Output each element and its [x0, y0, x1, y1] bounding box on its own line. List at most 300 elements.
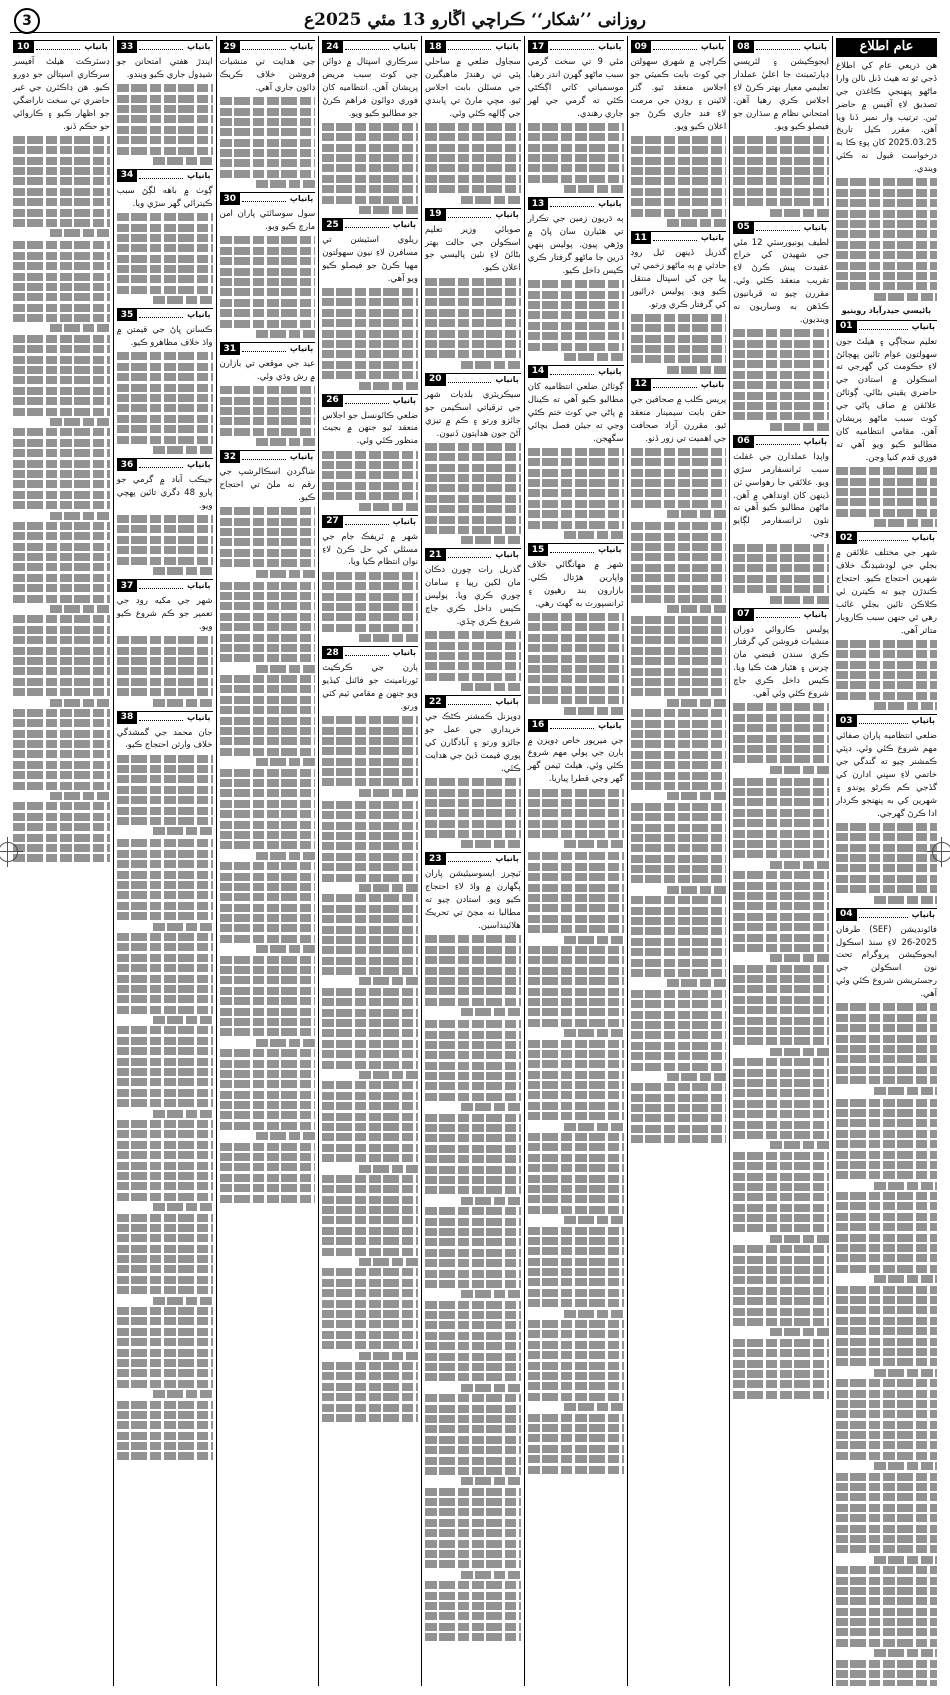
text-line	[836, 1151, 937, 1159]
text-line	[220, 278, 316, 286]
text-line	[425, 144, 521, 152]
news-item-header	[117, 458, 213, 471]
text-line	[117, 1338, 213, 1346]
text-line	[733, 585, 829, 593]
news-item-label: ٻانياپ	[187, 170, 211, 180]
text-line	[770, 423, 829, 431]
text-line	[528, 977, 624, 985]
text-line	[836, 833, 937, 841]
news-item-header	[528, 197, 624, 210]
text-line	[528, 925, 624, 933]
dotted-rule	[448, 853, 492, 862]
text-line	[528, 1372, 624, 1380]
text-line	[836, 650, 937, 658]
news-item-text: ڳوٺ ۾ باهه لڳڻ سبب ڪيترائي گهر سڙي ويا.	[116, 185, 213, 209]
text-line	[528, 634, 624, 642]
text-line	[564, 1310, 623, 1318]
text-line	[425, 1145, 521, 1153]
text-line	[874, 702, 937, 710]
text-line	[425, 1425, 521, 1433]
newspaper-title: روزانی ’’شکار‘‘ ڪراچي اڱارو 13 مئي 2025ع	[304, 10, 646, 30]
text-line	[631, 865, 727, 873]
text-line	[733, 1391, 829, 1399]
text-line	[631, 948, 727, 956]
text-line	[425, 1373, 521, 1381]
news-item-header	[322, 394, 418, 407]
text-line	[461, 1571, 520, 1579]
text-line	[117, 536, 213, 544]
text-line	[733, 1360, 829, 1368]
text-line	[220, 602, 316, 610]
text-line	[528, 956, 624, 964]
text-line	[836, 1660, 937, 1668]
text-line	[220, 997, 316, 1005]
text-line	[836, 1431, 937, 1439]
text-line	[425, 474, 521, 482]
text-line	[836, 1618, 937, 1626]
news-item	[528, 543, 624, 715]
text-line	[117, 546, 213, 554]
text-line	[836, 1045, 937, 1053]
text-line	[220, 1070, 316, 1078]
text-line	[117, 765, 213, 773]
text-line	[733, 371, 829, 379]
text-line	[528, 521, 624, 529]
text-line	[117, 425, 213, 433]
text-line	[733, 1110, 829, 1118]
text-line	[667, 366, 726, 374]
text-line	[836, 1130, 937, 1138]
news-item	[836, 320, 937, 527]
news-item-number: 14	[528, 366, 549, 378]
news-item-header	[836, 908, 937, 921]
dotted-rule	[550, 544, 594, 553]
text-line	[117, 265, 213, 273]
text-line	[631, 324, 727, 332]
text-line	[322, 288, 418, 296]
text-line	[631, 198, 727, 206]
text-line	[631, 136, 727, 144]
text-line	[631, 146, 727, 154]
text-line	[733, 1193, 829, 1201]
text-line	[425, 946, 521, 954]
text-line	[733, 714, 829, 722]
text-line	[733, 830, 829, 838]
text-line	[733, 1079, 829, 1087]
text-line	[425, 1051, 521, 1059]
text-line	[117, 213, 213, 221]
text-line	[874, 519, 937, 527]
text-line	[564, 353, 623, 361]
text-line	[425, 1353, 521, 1361]
text-line	[13, 376, 110, 384]
text-line	[528, 291, 624, 299]
text-line	[425, 1249, 521, 1257]
text-line	[836, 823, 937, 831]
news-item	[220, 342, 316, 446]
text-line	[359, 977, 418, 985]
text-line	[528, 665, 624, 673]
text-line	[528, 946, 624, 954]
text-line	[425, 1550, 521, 1558]
text-line	[631, 1011, 727, 1019]
column-3	[627, 36, 730, 1686]
text-line	[256, 945, 315, 953]
news-item-header	[425, 548, 521, 561]
text-line	[836, 1024, 937, 1032]
news-item-text: شهر جي مکيه روڊ جي تعمير جو ڪم شروع ڪيو ويو.	[116, 596, 213, 632]
news-item	[117, 458, 213, 575]
text-line	[425, 1394, 521, 1402]
text-line	[153, 699, 212, 707]
text-line	[425, 1311, 521, 1319]
text-line	[425, 1332, 521, 1340]
text-line	[425, 464, 521, 472]
text-line	[425, 1218, 521, 1226]
text-line	[733, 778, 829, 786]
text-line	[631, 355, 727, 363]
text-line	[322, 811, 418, 819]
text-line	[220, 170, 316, 178]
text-line	[667, 886, 726, 894]
dotted-rule	[345, 516, 389, 525]
text-line	[117, 688, 213, 696]
text-line	[13, 252, 110, 260]
news-item-label: ٻانياپ	[911, 716, 935, 726]
text-line	[13, 647, 110, 655]
text-line	[13, 397, 110, 405]
text-line	[322, 185, 418, 193]
text-line	[528, 830, 624, 838]
news-item	[425, 852, 521, 1016]
text-line	[359, 503, 418, 511]
news-item-text: فائونڊيشن (SEF) طرفان 2025-26 لاءِ سنڌ اسڪول ايجوڪيشن پروگرام تحت نون اسڪولن جي رجسٽريشن شروع ڪئي وئي آهي.	[836, 924, 937, 1000]
dotted-rule	[653, 41, 697, 50]
text-line	[733, 1006, 829, 1014]
text-line	[425, 1259, 521, 1267]
news-item-label: ٻانياپ	[495, 374, 519, 384]
text-line	[220, 779, 316, 787]
page-number: 3	[14, 8, 40, 34]
text-line	[117, 964, 213, 972]
text-line	[528, 1195, 624, 1203]
news-item-text: شهر جي مختلف علائقن ۾ بجلي جي لوڊشيڊنگ خلاف شهرين احتجاج ڪيو. احتجاج ڪندڙن چيو ته ڪيترن ئي ڪلاڪن تائين بجلي غائب رهي ٿي جنهن سبب ڪاروبار متاثر آهي.	[836, 548, 937, 636]
news-item	[528, 365, 624, 539]
news-item-header	[425, 695, 521, 708]
text-line	[667, 699, 726, 707]
news-item-header	[528, 543, 624, 556]
text-line	[13, 167, 110, 175]
text-line	[564, 707, 623, 715]
text-line	[425, 662, 521, 670]
news-item-label: ٻانياپ	[392, 220, 416, 230]
text-line	[631, 595, 727, 603]
dotted-rule	[448, 374, 492, 383]
text-line	[117, 1193, 213, 1201]
text-line	[836, 1213, 937, 1221]
text-line	[528, 332, 624, 340]
text-line	[528, 1424, 624, 1432]
text-line	[220, 810, 316, 818]
text-line	[359, 1352, 418, 1360]
text-line	[836, 467, 937, 475]
news-item-header	[733, 40, 829, 53]
text-line	[425, 164, 521, 172]
text-line	[117, 115, 213, 123]
text-line	[733, 840, 829, 848]
text-line	[461, 361, 520, 369]
text-line	[117, 1162, 213, 1170]
text-line	[836, 1254, 937, 1262]
text-line	[631, 927, 727, 935]
text-line	[836, 864, 937, 872]
text-line	[256, 180, 315, 188]
text-line	[770, 1235, 829, 1243]
text-line	[322, 747, 418, 755]
text-line	[117, 234, 213, 242]
text-line	[836, 1234, 937, 1242]
text-line	[836, 1109, 937, 1117]
text-line	[667, 979, 726, 987]
dotted-rule	[139, 712, 183, 721]
text-line	[631, 969, 727, 977]
text-line	[117, 943, 213, 951]
text-line	[528, 175, 624, 183]
text-line	[631, 489, 727, 497]
text-line	[220, 288, 316, 296]
text-line	[528, 1445, 624, 1453]
text-line	[631, 636, 727, 644]
text-line	[13, 356, 110, 364]
dotted-rule	[139, 41, 183, 50]
news-item-text: جي ميرپور خاص ڊويزن ۾ ٻارن جي پولي مهم شروع ڪئي وئي. هيلٿ ٽيمن گهر گهر وڃي قطرا پياريا.	[527, 735, 624, 785]
news-item-label: ٻانياپ	[803, 436, 827, 446]
text-line	[117, 363, 213, 371]
text-line	[322, 1196, 418, 1204]
text-line	[528, 1393, 624, 1401]
text-line	[770, 209, 829, 217]
news-item-text: ڪسانن ڀاڻ جي قيمتن ۾ واڌ خلاف مظاهرو ڪيو.	[116, 325, 213, 349]
text-line	[528, 1330, 624, 1338]
news-item	[528, 719, 624, 849]
text-line	[220, 528, 316, 536]
news-item-number: 17	[528, 41, 549, 53]
text-line	[220, 769, 316, 777]
text-line	[322, 319, 418, 327]
text-line	[528, 123, 624, 131]
text-line	[153, 1110, 212, 1118]
text-line	[733, 1308, 829, 1316]
column-2	[729, 36, 832, 1686]
text-line	[117, 786, 213, 794]
text-line	[631, 188, 727, 196]
text-line	[733, 1266, 829, 1274]
text-line	[631, 1000, 727, 1008]
text-line	[836, 509, 937, 517]
text-line	[564, 1403, 623, 1411]
text-line	[425, 443, 521, 451]
text-line	[220, 1060, 316, 1068]
text-line	[425, 830, 521, 838]
text-line	[322, 1133, 418, 1141]
text-line	[836, 1670, 937, 1678]
news-item-label: ٻانياپ	[289, 42, 314, 51]
text-line	[220, 1184, 316, 1192]
text-line	[13, 262, 110, 270]
text-line	[461, 840, 520, 848]
text-line	[528, 1278, 624, 1286]
news-item-text: سرڪاري اسپتال ۾ دوائن جي کوٽ سبب مريض پريشان آهن. انتظاميه کان فوري دوائون فراهم ڪرڻ جو مطالبو ڪيو ويو.	[322, 57, 418, 119]
news-item-header	[733, 608, 829, 621]
text-line	[425, 956, 521, 964]
text-line	[631, 553, 727, 561]
text-line	[13, 449, 110, 457]
text-line	[631, 730, 727, 738]
text-line	[117, 817, 213, 825]
text-line	[425, 298, 521, 306]
text-line	[528, 154, 624, 162]
text-line	[13, 595, 110, 603]
dotted-rule	[448, 696, 492, 705]
text-line	[425, 1540, 521, 1548]
text-line	[733, 745, 829, 753]
text-line	[733, 157, 829, 165]
text-line	[564, 1029, 623, 1037]
dotted-rule	[36, 41, 81, 50]
text-line	[836, 1348, 937, 1356]
text-line	[322, 461, 418, 469]
text-line	[322, 1362, 418, 1370]
text-line	[13, 782, 110, 790]
news-item-header	[733, 221, 829, 234]
news-item-label: ٻانياپ	[803, 609, 827, 619]
text-line	[117, 147, 213, 155]
text-line	[733, 1017, 829, 1025]
text-line	[528, 144, 624, 152]
text-line	[461, 1103, 520, 1111]
text-line	[836, 1514, 937, 1522]
text-line	[322, 371, 418, 379]
text-line	[836, 1421, 937, 1429]
news-item-number: 09	[631, 41, 652, 53]
news-item-label: ٻانياپ	[187, 459, 211, 469]
news-item-header	[425, 852, 521, 865]
text-line	[13, 563, 110, 571]
text-line	[322, 822, 418, 830]
text-line	[425, 1405, 521, 1413]
text-line	[117, 775, 213, 783]
text-line	[631, 990, 727, 998]
news-item-label: ٻانياپ	[187, 42, 211, 51]
text-line	[528, 644, 624, 652]
text-line	[425, 1280, 521, 1288]
text-line	[220, 559, 316, 567]
text-line	[220, 1153, 316, 1161]
text-line	[631, 209, 727, 217]
news-item-text: عيد جي موقعي تي بازارن ۾ رش وڌي وئي.	[219, 358, 316, 382]
news-item-text: ايجوڪيشن ۽ لٽريسي ڊپارٽمينٽ جا اعليٰ عملدار تعليمي معيار بهتر ڪرڻ لاءِ اجلاس ڪري رهيا آهن. امتحاني نظام ۾ سڌارن جو فيصلو ڪيو ويو.	[733, 57, 829, 132]
news-item-label: ٻانياپ	[392, 395, 416, 405]
column-4	[524, 36, 627, 1686]
text-line	[322, 330, 418, 338]
news-item	[322, 394, 418, 511]
text-line	[256, 330, 315, 338]
text-line	[220, 914, 316, 922]
text-line	[528, 1455, 624, 1463]
text-line	[836, 640, 937, 648]
text-line	[117, 1214, 213, 1222]
dotted-rule	[139, 459, 183, 468]
text-line	[322, 1227, 418, 1235]
text-line	[528, 1185, 624, 1193]
text-line	[13, 750, 110, 758]
text-line	[322, 1123, 418, 1131]
text-line	[117, 436, 213, 444]
text-line	[528, 1102, 624, 1110]
text-line	[322, 572, 418, 580]
text-line	[13, 719, 110, 727]
text-line	[220, 841, 316, 849]
text-line	[117, 352, 213, 360]
text-line	[528, 1040, 624, 1048]
dotted-rule	[550, 366, 594, 375]
text-line	[733, 1121, 829, 1129]
text-line	[220, 299, 316, 307]
text-line	[220, 1122, 316, 1130]
text-line	[425, 1623, 521, 1631]
text-line	[13, 283, 110, 291]
text-line	[117, 1245, 213, 1253]
text-line	[425, 820, 521, 828]
news-item-text: پوليس ڪاروائي دوران منشيات فروشن کي گرفتار ڪري سندن قبضي مان چرس ۽ هٿيار هٿ ڪيا ويا. ڪيس داخل ڪري جاچ شروع ڪئي وئي آهي.	[733, 624, 829, 700]
text-line	[528, 967, 624, 975]
text-line	[836, 1192, 937, 1200]
text-line	[836, 1296, 937, 1304]
text-line	[528, 1133, 624, 1141]
text-line	[13, 219, 110, 227]
news-item-label: ٻانياپ	[700, 232, 725, 242]
text-line	[322, 946, 418, 954]
text-line	[528, 820, 624, 828]
text-line	[733, 381, 829, 389]
text-line	[153, 827, 212, 835]
text-line	[220, 821, 316, 829]
text-line	[359, 789, 418, 797]
dotted-rule	[448, 209, 492, 218]
news-item-number: 24	[322, 41, 343, 53]
text-line	[631, 616, 727, 624]
text-line	[220, 904, 316, 912]
text-line	[13, 345, 110, 353]
text-line	[836, 844, 937, 852]
text-line	[13, 293, 110, 301]
text-line	[13, 366, 110, 374]
text-line	[117, 1172, 213, 1180]
dotted-rule	[242, 193, 286, 202]
news-item	[117, 169, 213, 304]
text-line	[836, 488, 937, 496]
text-line	[631, 500, 727, 508]
text-line	[220, 924, 316, 932]
news-item-label: ٻانياپ	[84, 42, 108, 51]
text-line	[322, 1279, 418, 1287]
news-item	[528, 40, 624, 193]
text-line	[836, 1504, 937, 1512]
dotted-rule	[550, 720, 594, 729]
text-line	[13, 854, 110, 862]
text-line	[117, 1026, 213, 1034]
text-line	[322, 1331, 418, 1339]
